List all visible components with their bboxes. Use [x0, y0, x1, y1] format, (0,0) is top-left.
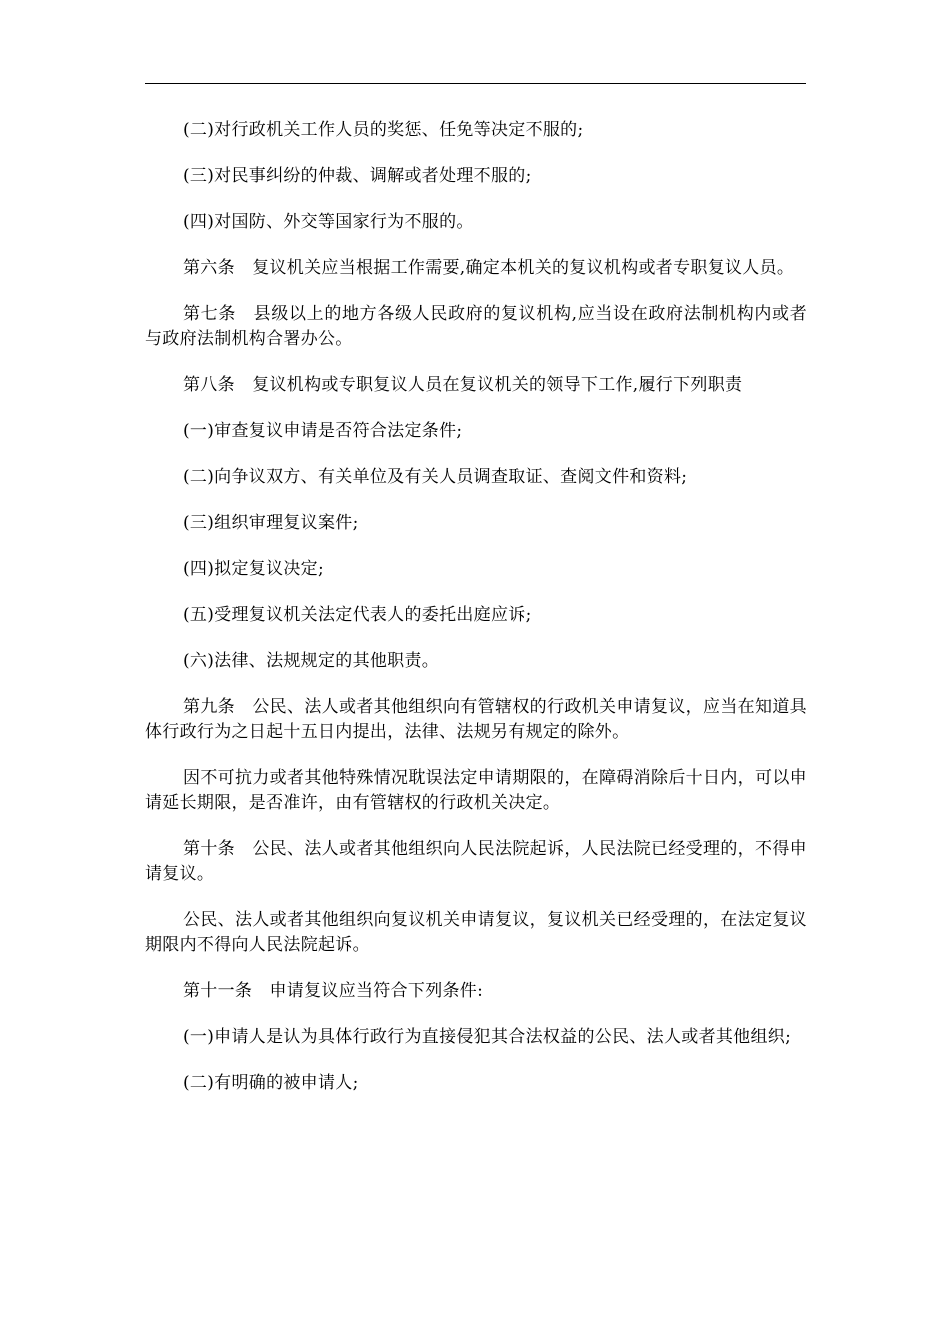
article-11: 第十一条 申请复议应当符合下列条件: — [183, 981, 484, 1001]
article-11-item-2: (二)有明确的被申请人; — [183, 1073, 359, 1093]
article-6: 第六条 复议机关应当根据工作需要,确定本机关的复议机构或者专职复议人员。 — [183, 258, 795, 278]
article-10-clause-2: 公民、法人或者其他组织向复议机关申请复议，复议机关已经受理的，在法定复议期限内不得向人民法院起诉。 — [145, 910, 807, 955]
article-8: 第八条 复议机构或专职复议人员在复议机关的领导下工作,履行下列职责 — [183, 375, 743, 395]
article-8-item-3: (三)组织审理复议案件; — [183, 513, 359, 533]
article-8-item-6: (六)法律、法规规定的其他职责。 — [183, 651, 440, 671]
header-rule — [145, 83, 806, 84]
paragraph-2: (三)对民事纠纷的仲裁、调解或者处理不服的; — [183, 166, 532, 186]
article-8-item-1: (一)审查复议申请是否符合法定条件; — [183, 421, 463, 441]
article-8-item-2: (二)向争议双方、有关单位及有关人员调查取证、查阅文件和资料; — [183, 467, 688, 487]
article-8-item-4: (四)拟定复议决定; — [183, 559, 324, 579]
paragraph-3: (四)对国防、外交等国家行为不服的。 — [183, 212, 474, 232]
article-11-item-1: (一)申请人是认为具体行政行为直接侵犯其合法权益的公民、法人或者其他组织; — [183, 1027, 792, 1047]
paragraph-1: (二)对行政机关工作人员的奖惩、任免等决定不服的; — [183, 120, 584, 140]
article-9-clause-2: 因不可抗力或者其他特殊情况耽误法定申请期限的，在障碍消除后十日内，可以申请延长期限，是否准许，由有管辖权的行政机关决定。 — [145, 768, 807, 813]
document-body — [145, 118, 807, 1117]
article-7: 第七条 县级以上的地方各级人民政府的复议机构,应当设在政府法制机构内或者与政府法制机构合署办公。 — [145, 304, 807, 349]
article-8-item-5: (五)受理复议机关法定代表人的委托出庭应诉; — [183, 605, 532, 625]
article-9: 第九条 公民、法人或者其他组织向有管辖权的行政机关申请复议，应当在知道具体行政行为之日起十五日内提出，法律、法规另有规定的除外。 — [145, 697, 807, 742]
article-10: 第十条 公民、法人或者其他组织向人民法院起诉，人民法院已经受理的，不得申请复议。 — [145, 839, 807, 884]
